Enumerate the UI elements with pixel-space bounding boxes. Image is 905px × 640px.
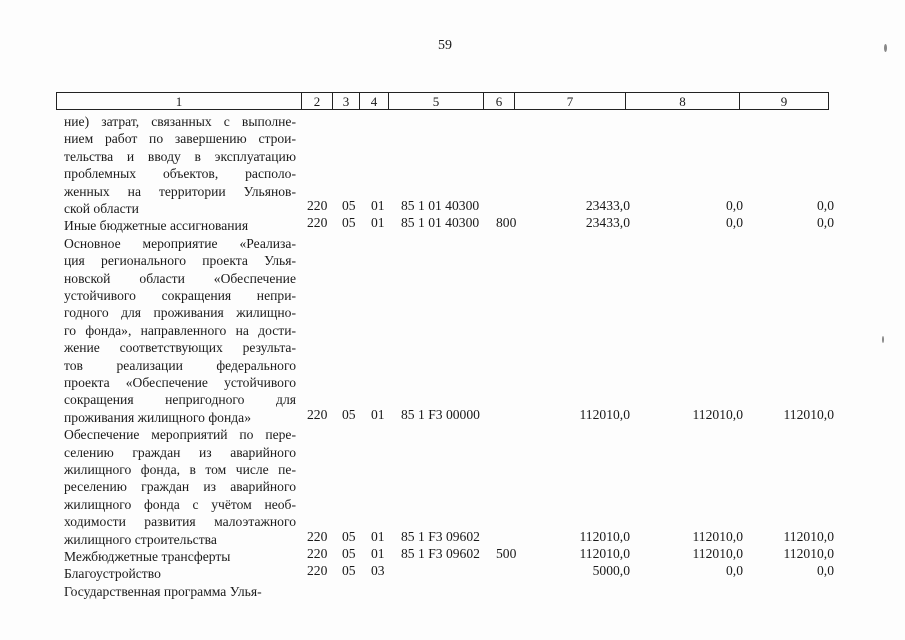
cell-rz: 05 xyxy=(342,198,356,213)
description-line: Иные бюджетные ассигнования xyxy=(64,218,249,234)
cell-v9: 0,0 xyxy=(817,198,834,213)
cell-v7: 112010,0 xyxy=(579,546,630,561)
row-description xyxy=(64,565,296,582)
page-number: 59 xyxy=(438,38,452,53)
cell-pr: 03 xyxy=(371,563,385,579)
description-line: Межбюджетные трансферты xyxy=(64,549,231,564)
cell-gr: 220 xyxy=(307,563,328,579)
description-line: го фонда», направленного на дости- xyxy=(64,322,296,338)
header-col-2: 2 xyxy=(302,93,333,110)
cell-v7: 5000,0 xyxy=(592,563,630,579)
cell-rz: 05 xyxy=(342,406,356,422)
cell-v9: 112010,0 xyxy=(783,546,834,561)
cell-v7: 112010,0 xyxy=(579,406,630,422)
cell-vr: 800 xyxy=(496,215,517,231)
description-line: Государственная программа Улья- xyxy=(64,583,262,599)
scan-speck xyxy=(882,336,884,343)
description-line: Основное мероприятие «Реализа- xyxy=(64,235,296,251)
cell-pr: 01 xyxy=(371,528,385,544)
cell-v8: 112010,0 xyxy=(692,528,743,544)
description-line: ция регионального проекта Улья- xyxy=(64,253,296,269)
cell-rz: 05 xyxy=(342,215,356,231)
description-line: новской области «Обеспечение xyxy=(64,270,296,286)
description-line: проблемных объектов, располо- xyxy=(64,166,296,182)
description-line: нием работ по завершению строи- xyxy=(64,131,296,147)
description-line: реселению граждан из аварийного xyxy=(64,479,296,495)
cell-v8: 0,0 xyxy=(726,215,743,231)
header-col-4: 4 xyxy=(360,93,389,110)
row-description xyxy=(64,217,296,234)
header-col-7: 7 xyxy=(515,93,626,110)
cell-v9: 112010,0 xyxy=(783,406,834,422)
header-col-8: 8 xyxy=(626,93,740,110)
cell-v8: 0,0 xyxy=(726,198,743,213)
cell-gr: 220 xyxy=(307,528,328,544)
row-description xyxy=(64,113,296,217)
description-line: проживания жилищного фонда» xyxy=(64,409,251,425)
description-line: ходимости развития малоэтажного xyxy=(64,514,296,530)
description-line: годного для проживания жилищно- xyxy=(64,305,296,321)
cell-cs: 85 1 F3 00000 xyxy=(401,406,480,422)
header-col-5: 5 xyxy=(389,93,484,110)
description-line: селению граждан из аварийного xyxy=(64,444,296,460)
description-line: жилищного строительства xyxy=(64,531,217,547)
cell-pr: 01 xyxy=(371,198,385,213)
description-line: Благоустройство xyxy=(64,566,161,582)
row-description xyxy=(64,583,296,600)
cell-pr: 01 xyxy=(371,215,385,231)
description-line: ние) затрат, связанных с выполне- xyxy=(64,114,296,129)
cell-v9: 0,0 xyxy=(817,215,834,231)
description-line: устойчивого сокращения непри- xyxy=(64,287,296,303)
description-line: жилищного фонда с учётом необ- xyxy=(64,496,296,512)
header-col-1: 1 xyxy=(57,93,302,110)
cell-gr: 220 xyxy=(307,198,328,213)
row-description xyxy=(64,548,296,565)
header-col-9: 9 xyxy=(740,93,829,110)
cell-v8: 112010,0 xyxy=(692,406,743,422)
cell-v7: 112010,0 xyxy=(579,528,630,544)
cell-v7: 23433,0 xyxy=(585,215,630,231)
cell-cs: 85 1 F3 09602 xyxy=(401,546,480,561)
row-description xyxy=(64,235,296,426)
cell-v8: 0,0 xyxy=(726,563,743,579)
description-line: жение соответствующих результа- xyxy=(64,340,296,356)
description-line: сокращения непригодного для xyxy=(64,392,296,408)
scan-speck xyxy=(884,44,887,52)
cell-v9: 112010,0 xyxy=(783,528,834,544)
cell-vr: 500 xyxy=(496,546,517,561)
header-col-3: 3 xyxy=(333,93,360,110)
description-line: женных на территории Ульянов- xyxy=(64,183,296,199)
description-line: тов реализации федерального xyxy=(64,357,296,373)
description-line: ской области xyxy=(64,200,139,216)
cell-pr: 01 xyxy=(371,546,385,561)
row-description xyxy=(64,426,296,548)
cell-cs: 85 1 01 40300 xyxy=(401,198,480,213)
cell-v7: 23433,0 xyxy=(585,198,630,213)
cell-v9: 0,0 xyxy=(817,563,834,579)
description-line: тельства и вводу в эксплуатацию xyxy=(64,148,296,164)
cell-gr: 220 xyxy=(307,406,328,422)
description-line: Обеспечение мероприятий по пере- xyxy=(64,427,296,443)
header-col-6: 6 xyxy=(484,93,515,110)
cell-v8: 112010,0 xyxy=(692,546,743,561)
cell-gr: 220 xyxy=(307,546,328,561)
cell-cs: 85 1 F3 09602 xyxy=(401,528,480,544)
cell-rz: 05 xyxy=(342,528,356,544)
cell-rz: 05 xyxy=(342,563,356,579)
cell-cs: 85 1 01 40300 xyxy=(401,215,480,231)
description-line: проекта «Обеспечение устойчивого xyxy=(64,374,296,390)
cell-gr: 220 xyxy=(307,215,328,231)
cell-rz: 05 xyxy=(342,546,356,561)
column-number-header xyxy=(56,92,829,110)
cell-pr: 01 xyxy=(371,406,385,422)
description-line: жилищного фонда, в том числе пе- xyxy=(64,461,296,477)
